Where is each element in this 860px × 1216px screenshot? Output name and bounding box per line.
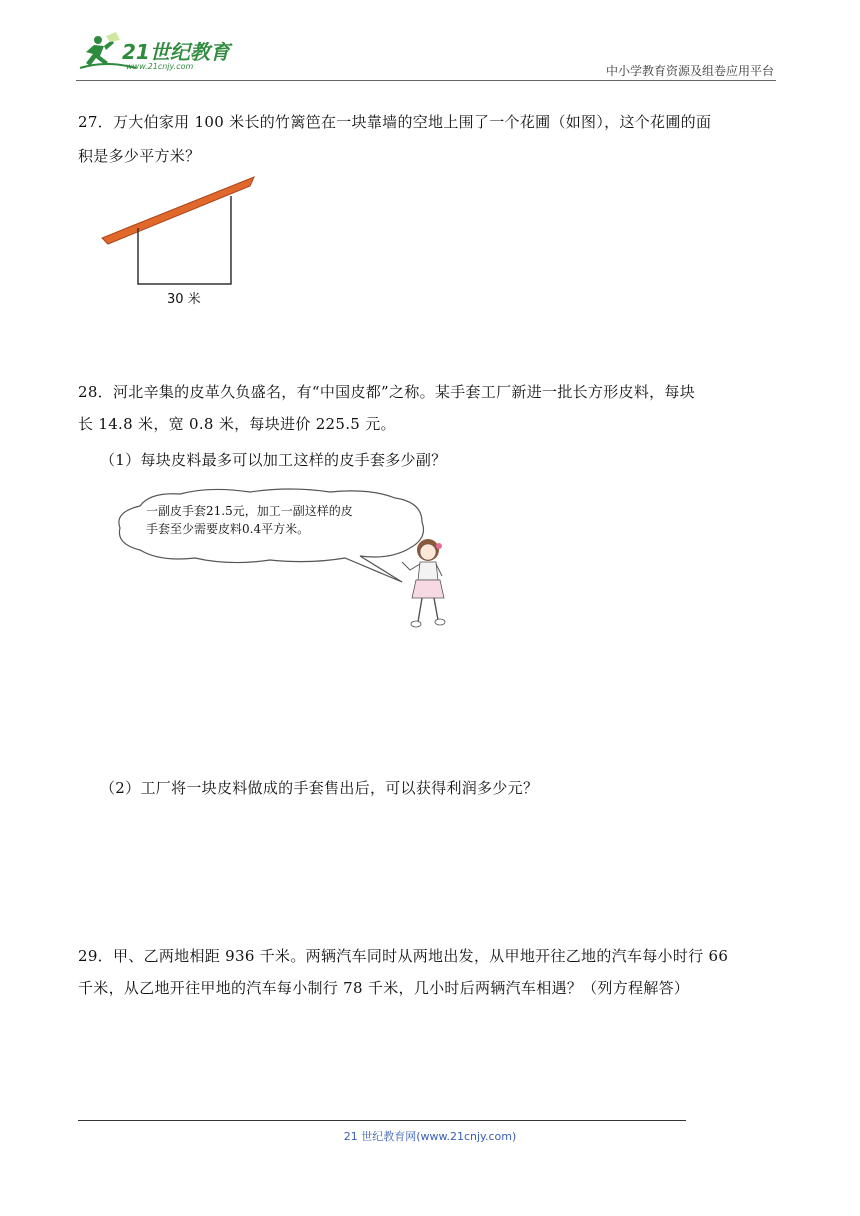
footer-divider <box>78 1120 686 1121</box>
header-divider <box>76 80 776 81</box>
q28-sub2: （2）工厂将一块皮料做成的手套售出后，可以获得利润多少元？ <box>100 779 539 797</box>
q28-line1: 28．河北辛集的皮革久负盛名，有“中国皮都”之称。某手套工厂新进一批长方形皮料，每块 <box>78 383 696 401</box>
bubble-line1: 一副皮手套21.5元，加工一副这样的皮 <box>146 504 353 518</box>
bubble-line2: 手套至少需要皮料0.4平方米。 <box>146 522 310 536</box>
header-platform-text: 中小学教育资源及组卷应用平台 <box>605 64 774 78</box>
logo-text: 21世纪教育 <box>122 40 230 64</box>
q28-sub1: （1）每块皮料最多可以加工这样的皮手套多少副？ <box>100 451 447 469</box>
garden-width-label: 30 米 <box>167 292 201 307</box>
logo-url-text: www.21cnjy.com <box>126 62 194 71</box>
q28-line2: 长 14.8 米，宽 0.8 米，每块进价 225.5 元。 <box>78 415 396 433</box>
footer-link[interactable]: 21 世纪教育网(www.21cnjy.com) <box>343 1130 517 1143</box>
q29-line2: 千米，从乙地开往甲地的汽车每小制行 78 千米，几小时后两辆汽车相遇？（列方程解答） <box>78 979 690 997</box>
girl-illustration <box>398 536 456 632</box>
q27-line1: 27．万大伯家用 100 米长的竹篱笆在一块靠墙的空地上围了一个花圃（如图），这个花圃的面 <box>78 113 712 131</box>
q27-line2: 积是多少平方米？ <box>78 147 201 165</box>
site-logo <box>76 30 246 76</box>
q29-line1: 29．甲、乙两地相距 936 千米。两辆汽车同时从两地出发，从甲地开往乙地的汽车每小时行 66 <box>78 947 729 965</box>
